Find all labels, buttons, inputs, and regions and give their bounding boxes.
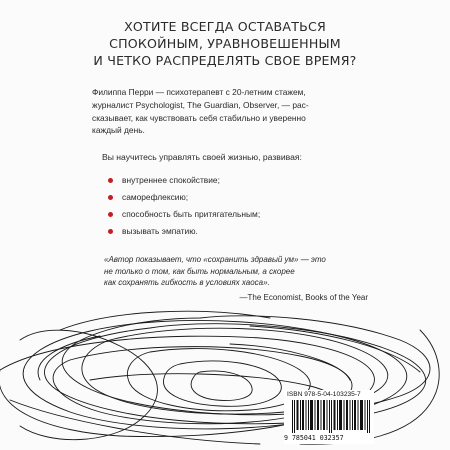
review-quote [104,254,374,289]
quote-line: как сохранять гибкость в условиях хаоса». [104,278,270,287]
scribble-stroke [163,361,281,406]
skills-list [108,172,260,240]
bullet-dot-icon [108,212,113,217]
list-item [108,172,260,189]
quote-line: не только о том, как быть нормальным, а скорее [104,266,295,276]
intro-line: Филиппа Перри — психотерапевт с 20-летним стажем, [92,87,306,97]
quote-attribution: —The Economist, Books of the Year [239,293,368,302]
scribble-stroke [127,349,310,411]
list-item [108,206,260,223]
headline [0,18,450,69]
headline-line: СПОКОЙНЫМ, УРАВНОВЕШЕННЫМ [109,36,341,51]
list-item-text: внутреннее спокойствие; [122,175,220,185]
bullet-dot-icon [108,229,113,234]
quote-line: «Автор показывает, что «сохранить здравый ум» — это [104,255,326,264]
barcode-digits: 9 785041 032357 [284,434,344,442]
intro-line: каждый день. [92,125,145,136]
scribble-stroke [10,400,260,444]
list-item-text: саморефлексию; [122,192,189,202]
list-item [108,189,260,206]
scribble-stroke [191,371,252,401]
skills-title: Вы научитесь управлять своей жизнью, развивая: [102,152,302,162]
list-item-text: вызывать эмпатию. [122,226,198,236]
headline-line: ХОТИТЕ ВСЕГДА ОСТАВАТЬСЯ [124,19,326,34]
scribble-stroke [62,316,430,415]
scribble-stroke [250,326,420,372]
bullet-dot-icon [108,195,113,200]
intro-line: журналист Psychologist, The Guardian, Observer, — рас- [92,99,309,110]
scribble-stroke [60,311,270,330]
list-item [108,223,260,240]
headline-line: И ЧЕТКО РАСПРЕДЕЛЯТЬ СВОЕ ВРЕМЯ? [93,53,357,68]
isbn-label: ISBN 978-5-04-103235-7 [287,391,361,398]
scribble-stroke [20,330,157,439]
scribble-stroke [230,344,350,380]
barcode-icon [292,400,370,433]
intro-paragraph [92,86,362,137]
bullet-dot-icon [108,178,113,183]
intro-line: сказывает, как чувствовать себя стабильно и уверенно [92,112,306,123]
list-item-text: способность быть притягательным; [122,209,261,219]
scribble-stroke [38,336,100,380]
